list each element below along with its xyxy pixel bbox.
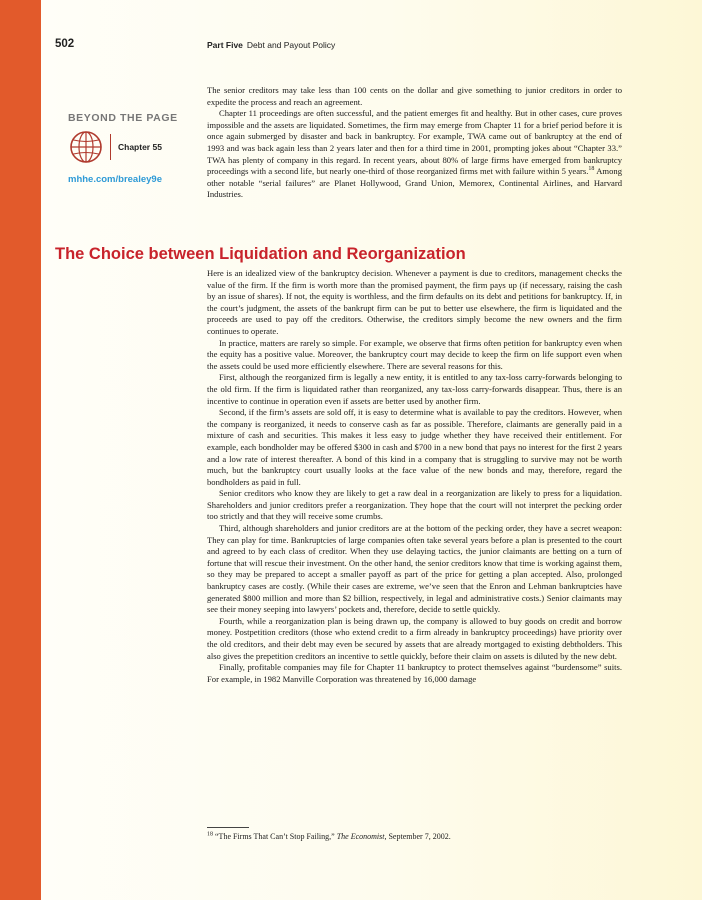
section-heading: The Choice between Liquidation and Reorganization <box>55 245 466 263</box>
footnote-number: 18 <box>207 831 213 838</box>
paragraph: Third, although shareholders and junior creditors are at the bottom of the pecking order, they have a secret weapon: They can play for time. Bankruptcies of large companies often take several years before a plan is presented to the court and agreed to by each class of creditor. When they use delaying tactics, the junior claimants are betting on a turn of fortune that will rescue their investment. On the other hand, the senior creditors know that time is working against them, so they may be prepared to accept a smaller payoff as part of the price for getting a plan accepted. Also, prolonged bankruptcy cases are costly. (While their cases are extreme, we’ve seen that the Enron and Lehman bankruptcies have generated $800 million and more than $2 billion, respectively, in legal and administrative costs.) Senior claimants may see their money seeping into lawyers’ pockets and, therefore, decide to settle quickly. <box>207 523 622 615</box>
footnote: $^{18}$ “The Firms That Can’t Stop Failing,” The Economist, September 7, 2002. <box>207 831 451 841</box>
paragraph: The senior creditors may take less than 100 cents on the dollar and give something to junior creditors in order to expedite the process and reach an agreement. <box>207 85 622 107</box>
beyond-the-page-box <box>68 112 198 185</box>
paragraph: Finally, profitable companies may file for Chapter 11 bankruptcy to protect themselves against “burdensome” suits. For example, in 1982 Manville Corporation was threatened by 16,000 damage <box>207 662 622 684</box>
beyond-the-page-title: BEYOND THE PAGE <box>68 112 178 124</box>
part-label: Part Five <box>207 40 243 50</box>
paragraph: First, although the reorganized firm is legally a new entity, it is entitled to any tax-loss carry-forwards belonging to the old firm. If the firm is liquidated rather than reorganized, any tax-loss carry-forwards disappear. Thus, there is an incentive to continue in operation even if assets are better used by another firm. <box>207 372 622 406</box>
footnote-source: The Economist <box>336 832 385 841</box>
paragraph: In practice, matters are rarely so simple. For example, we observe that firms often petition for bankruptcy even when the equity has a positive value. Moreover, the bankruptcy court may decide to keep the firm on life support even when the assets could be used more efficiently elsewhere. There are several reasons for this. <box>207 337 622 371</box>
beyond-the-page-row <box>68 130 198 164</box>
accent-side-bar <box>0 0 41 900</box>
part-title: Debt and Payout Policy <box>246 40 336 50</box>
paragraph: Second, if the firm’s assets are sold off, it is easy to determine what is available to pay the creditors. However, when the company is reorganized, it needs to conserve cash as far as possible. Therefore, claimants are generally paid in a mixture of cash and securities. This makes it less easy to judge whether they have received their entitlement. For example, each bondholder may be offered $300 in cash and $700 in a new bond that pays no interest for the first 2 years and a low rate of interest thereafter. A bond of this kind in a company that is struggling to survive may not be worth much, but the bankruptcy court usually looks at the face value of the new bonds and may, therefore, regard the bondholders as paid in full. <box>207 407 622 487</box>
globe-icon <box>69 130 103 164</box>
paragraph: Chapter 11 proceedings are often successful, and the patient emerges fit and healthy. But in other cases, cure proves impossible and the assets are liquidated. Sometimes, the firm may emerge from Chapter 11 for a brief period before it is once again submerged by disaster and back in bankruptcy. For example, TWA came out of bankruptcy at the end of 1993 and was back again less than 2 years later and then for a third time in 2001, prompting jokes about “Chapter 33.” TWA has plenty of company in this regard. In recent years, about 80% of large firms have emerged from bankruptcy proceedings with a second life, but nearly one-third of those reorganized firms met with failure within 5 years.$^{18}$ Among other notable “serial failures” are Planet Hollywood, Grand Union, Memorex, Continental Airlines, and Harvard Industries. <box>207 108 622 200</box>
footnote-marker: 18 <box>588 166 595 173</box>
web-link[interactable]: mhhe.com/brealey9e <box>68 174 162 185</box>
box-divider <box>110 134 111 160</box>
page-number: 502 <box>55 38 75 50</box>
section-body <box>207 268 622 685</box>
paragraph: Here is an idealized view of the bankruptcy decision. Whenever a payment is due to creditors, management checks the value of the firm. If the firm is worth more than the promised payment, the firm pays up (if necessary, raising the cash by an issue of shares). If not, the equity is worthless, and the firm defaults on its debt and petitions for bankruptcy. If, in the court’s judgment, the assets of the bankrupt firm can be put to better use elsewhere, the firm is liquidated and the proceeds are used to pay off the creditors. Otherwise, the creditors simply become the new owners and the firm continues to operate. <box>207 268 622 336</box>
chapter-reference: Chapter 55 <box>118 142 162 152</box>
running-title <box>207 40 335 50</box>
footnote-rule <box>207 827 249 828</box>
paragraph: Senior creditors who know they are likely to get a raw deal in a reorganization are likely to press for a liquidation. Shareholders and junior creditors prefer a reorganization. They hope that the court will not interpret the pecking order too strictly and that they will receive some crumbs. <box>207 488 622 522</box>
paragraph: Fourth, while a reorganization plan is being drawn up, the company is allowed to buy goods on credit and borrow money. Postpetition creditors (those who extend credit to a firm already in bankruptcy proceedings) have priority over the old creditors, and their debt may even be secured by assets that are already mortgaged to existing debtholders. This also gives the prepetition creditors an incentive to settle quickly, before their claim on assets is diluted by the new debt. <box>207 615 622 661</box>
intro-text <box>207 85 622 201</box>
